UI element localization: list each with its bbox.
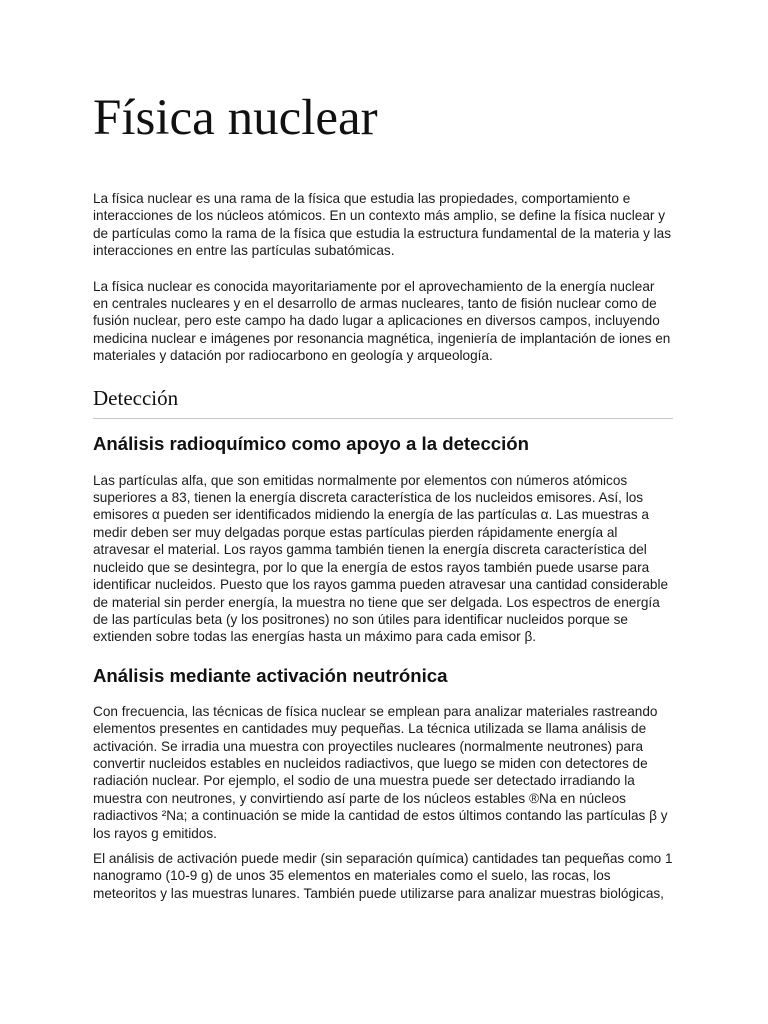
subsection-heading-analisis-radioquimico: Análisis radioquímico como apoyo a la detección: [93, 432, 530, 454]
section-heading-deteccion: Detección: [93, 385, 673, 419]
neutron-activation-paragraph-1: Con frecuencia, las técnicas de física nuclear se emplean para analizar materiales rastreando elementos presentes en cantidades muy pequeñas. La técnica utilizada se llama análisis de activación. Se irradia una muestra con proyectiles nucleares (normalmente neutrones) para convertir nucleidos estables en nucleidos radiactivos, que luego se miden con detectores de radiación nuclear. Por ejemplo, el sodio de una muestra puede ser detectado irradiando la muestra con neutrones, y convirtiendo así parte de los núcleos estables ®Na en núcleos radiactivos ²Na; a continuación se mide la cantidad de estos últimos contando las partículas β y los rayos g emitidos.: [93, 703, 668, 841]
neutron-activation-paragraph-2: El análisis de activación puede medir (sin separación química) cantidades tan pequeñas como 1 nanogramo (10-9 g) de unos 35 elementos en materiales como el suelo, las rocas, los meteoritos y las muestras lunares. También puede utilizarse para analizar muestras biológicas,: [93, 850, 673, 901]
page-title: Física nuclear: [93, 90, 378, 146]
intro-paragraph-1: La física nuclear es una rama de la física que estudia las propiedades, comportamiento e interacciones de los núcleos atómicos. En un contexto más amplio, se define la física nuclear y de partículas como la rama de la física que estudia la estructura fundamental de la materia y las interacciones en entre las partículas subatómicas.: [93, 191, 672, 259]
radiochemical-analysis-paragraph: Las partículas alfa, que son emitidas normalmente por elementos con números atómicos superiores a 83, tienen la energía discreta característica de los nucleidos emisores. Así, los emisores α pueden ser identificados midiendo la energía de las partículas α. Las muestras a medir deben ser muy delgadas porque estas partículas pierden rápidamente energía al atravesar el material. Los rayos gamma también tienen la energía discreta característica del nucleido que se desintegra, por lo que la energía de estos rayos también puede usarse para identificar nucleidos. Puesto que los rayos gamma pueden atravesar una cantidad considerable de material sin perder energía, la muestra no tiene que ser delgada. Los espectros de energía de las partículas beta (y los positrones) no son útiles para identificar nucleidos porque se extienden sobre todas las energías hasta un máximo para cada emisor β.: [93, 472, 669, 645]
intro-paragraph-2: La física nuclear es conocida mayoritariamente por el aprovechamiento de la energía nuclear en centrales nucleares y en el desarrollo de armas nucleares, tanto de fisión nuclear como de fusión nuclear, pero este campo ha dado lugar a aplicaciones en diversos campos, incluyendo medicina nuclear e imágenes por resonancia magnética, ingeniería de implantación de iones en materiales y datación por radiocarbono en geología y arqueología.: [93, 278, 671, 364]
subsection-heading-activacion-neutronica: Análisis mediante activación neutrónica: [93, 664, 448, 686]
